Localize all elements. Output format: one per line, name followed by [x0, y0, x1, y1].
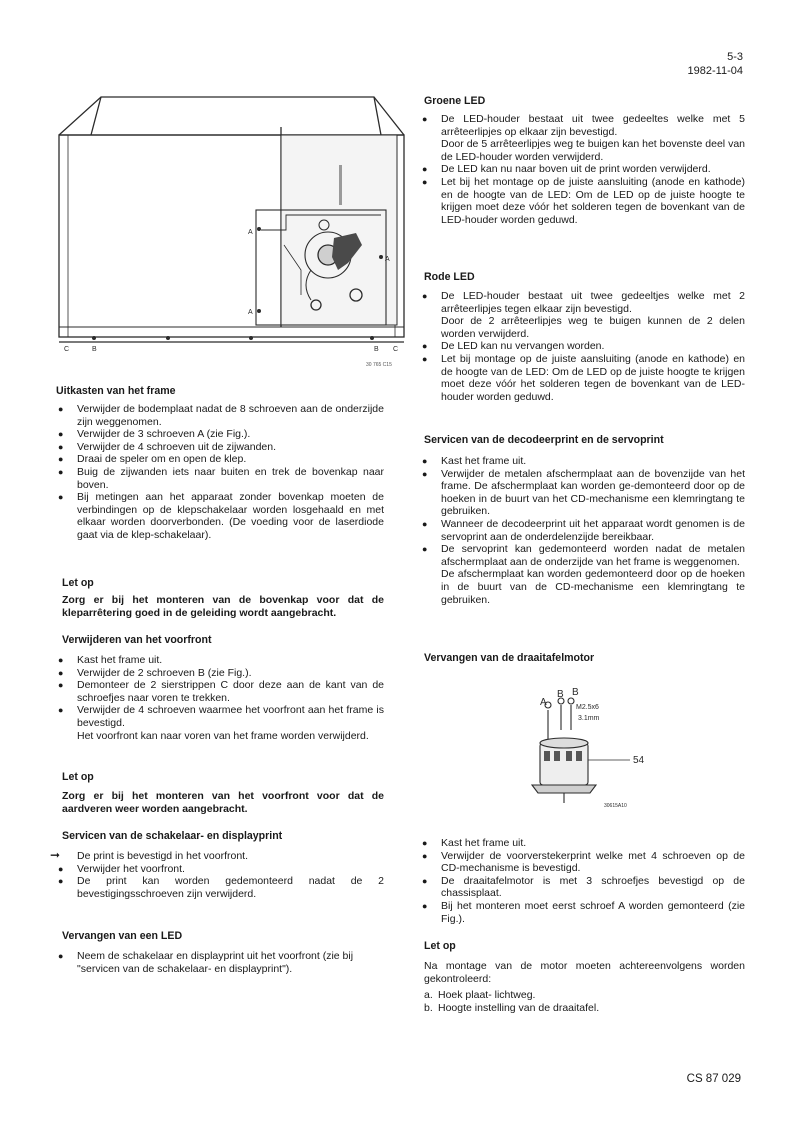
section-title-groene-led: Groene LED [424, 95, 486, 107]
turntable-motor-figure [520, 685, 660, 810]
section-title-motor: Vervangen van de draaitafelmotor [424, 652, 595, 664]
section-title-uitkasten: Uitkasten van het frame [56, 385, 176, 397]
list-item: ➞ De print is bevestigd in het voorfront. [56, 850, 384, 863]
label-a-right: A [385, 256, 390, 263]
list-item: ● Verwijder het voorfront. [56, 863, 384, 876]
list-item: ● Kast het frame uit. [56, 654, 384, 667]
letop-text-1: Zorg er bij het monteren van de bovenkap voor dat de kleparrêtering goed in de geleiding wordt aangebracht. [62, 594, 384, 619]
section-title-rode-led: Rode LED [424, 271, 475, 283]
list-item: ● Verwijder de voorverstekerprint welke met 4 schroeven op de CD-mechanisme is bevestigd. [420, 850, 745, 875]
list-item: ● Verwijder de 3 schroeven A (zie Fig.). [56, 428, 384, 441]
page-header [688, 50, 743, 78]
motor-label-a: A [540, 697, 547, 708]
list-item: ● Wanneer de decodeerprint uit het apparaat wordt genomen is de servoprint aan de onderdelenzijde bereikbaar. [420, 518, 745, 543]
section-title-voorfront: Verwijderen van het voorfront [62, 634, 212, 646]
list-item: ● Buig de zijwanden iets naar buiten en trek de bovenkap naar boven. [56, 466, 384, 491]
list-item: ● Bij metingen aan het apparaat zonder bovenkap moeten de verbindingen op de klepschakelaar worden losgehaald en met elkaar worden doorverbonden. (De voeding voor de laserdiode gaat via de klep-schakelaar). [56, 491, 384, 541]
list-uitkasten [56, 403, 384, 542]
list-item-text: De LED-houder bestaat uit twee gedeeltjes welke met 2 arrêteerlipjes tegen elkaar zijn bevestigd. [441, 290, 745, 315]
list-item [420, 290, 745, 340]
list-item-extra: Door de 2 arrêteerlipjes weg te buigen kunnen de 2 delen worden verwijderd. [441, 315, 745, 340]
section-title-servo: Servicen van de decodeerprint en de servoprint [424, 434, 664, 446]
list-rode-led [420, 290, 745, 403]
label-a-lower: A [248, 309, 253, 316]
list-item: ● Verwijder de metalen afschermplaat aan de bovenzijde van het frame. De afschermplaat kan worden ge-demonteerd door op de hoeken in de buurt van het CD-mechanisme een klemringtang te gebruiken. [420, 468, 745, 518]
label-c-left: C [64, 346, 70, 353]
list-item: ● De print kan worden gedemonteerd nadat de 2 bevestigingsschroeven zijn verwijderd. [56, 875, 384, 900]
motor-label-b2: B [572, 687, 579, 698]
section-title-led: Vervangen van een LED [62, 930, 183, 942]
check-list [424, 989, 745, 1015]
label-b-right: B [374, 346, 379, 353]
list-item: ● De draaitafelmotor is met 3 schroefjes bevestigd op de chassisplaat. [420, 875, 745, 900]
label-c-right: C [393, 346, 399, 353]
list-schakelaar [56, 850, 384, 900]
label-a-upper: A [248, 229, 253, 236]
list-item: b. Hoogte instelling van de draaitafel. [424, 1002, 600, 1014]
list-item: ● Kast het frame uit. [420, 837, 745, 850]
motor-label-b1: B [557, 689, 564, 700]
page-date: 1982-11-04 [687, 65, 743, 77]
list-item-extra: Het voorfront kan naar voren van het frame worden verwijderd. [77, 729, 369, 742]
letop-text-3: Na montage van de motor moeten achtereenvolgens worden gekontroleerd: [424, 960, 745, 985]
list-item: ● Let bij het montage op de juiste aansluiting (anode en kathode) en de hoogte van de LED: Om de LED op de juiste hoogte te krijgen moet deze vóór het solderen tegen de bovenkant van de LED-houder worden geduwd. [420, 176, 745, 226]
list-item: ● Kast het frame uit. [420, 455, 745, 468]
document-code: CS 87 029 [686, 1073, 741, 1085]
page-number: 5-3 [727, 51, 743, 63]
list-item: ● De LED kan nu naar boven uit de print worden verwijderd. [420, 163, 745, 176]
list-item: ● Verwijder de 4 schroeven uit de zijwanden. [56, 441, 384, 454]
motor-screw-size: M2.5x6 [576, 704, 599, 711]
section-title-schakelaar: Servicen van de schakelaar- en displayprint [62, 830, 283, 842]
letop-title-3: Let op [424, 940, 456, 952]
list-item: a. Hoek plaat- lichtweg. [424, 989, 536, 1001]
list-item-text: De LED-houder bestaat uit twee gedeeltes welke met 5 arrêteerlipjes op elkaar zijn bevestigd. [441, 113, 745, 138]
list-servo [420, 455, 745, 606]
list-motor [420, 837, 745, 925]
list-groene-led [420, 113, 745, 226]
list-item: ● De LED kan nu vervangen worden. [420, 340, 745, 353]
list-item: ● Demonteer de 2 sierstrippen C door deze aan de kant van de schroefjes naar voren te trekken. [56, 679, 384, 704]
letop-title-2: Let op [62, 771, 94, 783]
motor-part-number: 54 [633, 755, 645, 766]
list-voorfront [56, 654, 384, 742]
list-item [56, 704, 384, 742]
motor-diameter: 3.1mm [578, 715, 600, 722]
figure-code: 30 765 C15 [366, 362, 392, 368]
list-item-extra: De afschermplaat kan worden gedemonteerd door op de hoeken in de buurt van de CD-mechanisme een klemringtang te gebruiken. [441, 568, 745, 606]
list-item: ● Neem de schakelaar en displayprint uit het voorfront (zie bij "servicen van de schakelaar- en displayprint"). [56, 950, 384, 975]
frame-top-view-figure [56, 95, 406, 373]
letop-text-2: Zorg er bij het monteren van het voorfront voor dat de aardveren weer worden aangebracht. [62, 790, 384, 815]
letop-title-1: Let op [62, 577, 94, 589]
label-b-left: B [92, 346, 97, 353]
list-item: ● Bij het monteren moet eerst schroef A worden gemonteerd (zie Fig.). [420, 900, 745, 925]
list-item: ● Draai de speler om en open de klep. [56, 453, 384, 466]
list-item: ● Let bij montage op de juiste aansluiting (anode en kathode) en de hoogte van de LED: Om de LED op de juiste hoogte te krijgen moet deze vóór het solderen tegen de bovenkant van de LED-houder worden geduwd. [420, 353, 745, 403]
list-led [56, 950, 384, 975]
list-item [420, 543, 745, 606]
list-item-extra: Door de 5 arrêteerlipjes weg te buigen kan het bovenste deel van de LED-houder worden verwijderd. [441, 138, 745, 163]
list-item [420, 113, 745, 163]
list-item-text: Verwijder de 4 schroeven waarmee het voorfront aan het frame is bevestigd. [77, 704, 384, 729]
list-item-text: De servoprint kan gedemonteerd worden nadat de metalen afschermplaat aan de onderzijde van het frame is weggenomen. [441, 543, 745, 568]
list-item: ● Verwijder de 2 schroeven B (zie Fig.). [56, 667, 384, 680]
motor-figure-code: 30615A10 [604, 803, 627, 809]
list-item: ● Verwijder de bodemplaat nadat de 8 schroeven aan de onderzijde zijn weggenomen. [56, 403, 384, 428]
